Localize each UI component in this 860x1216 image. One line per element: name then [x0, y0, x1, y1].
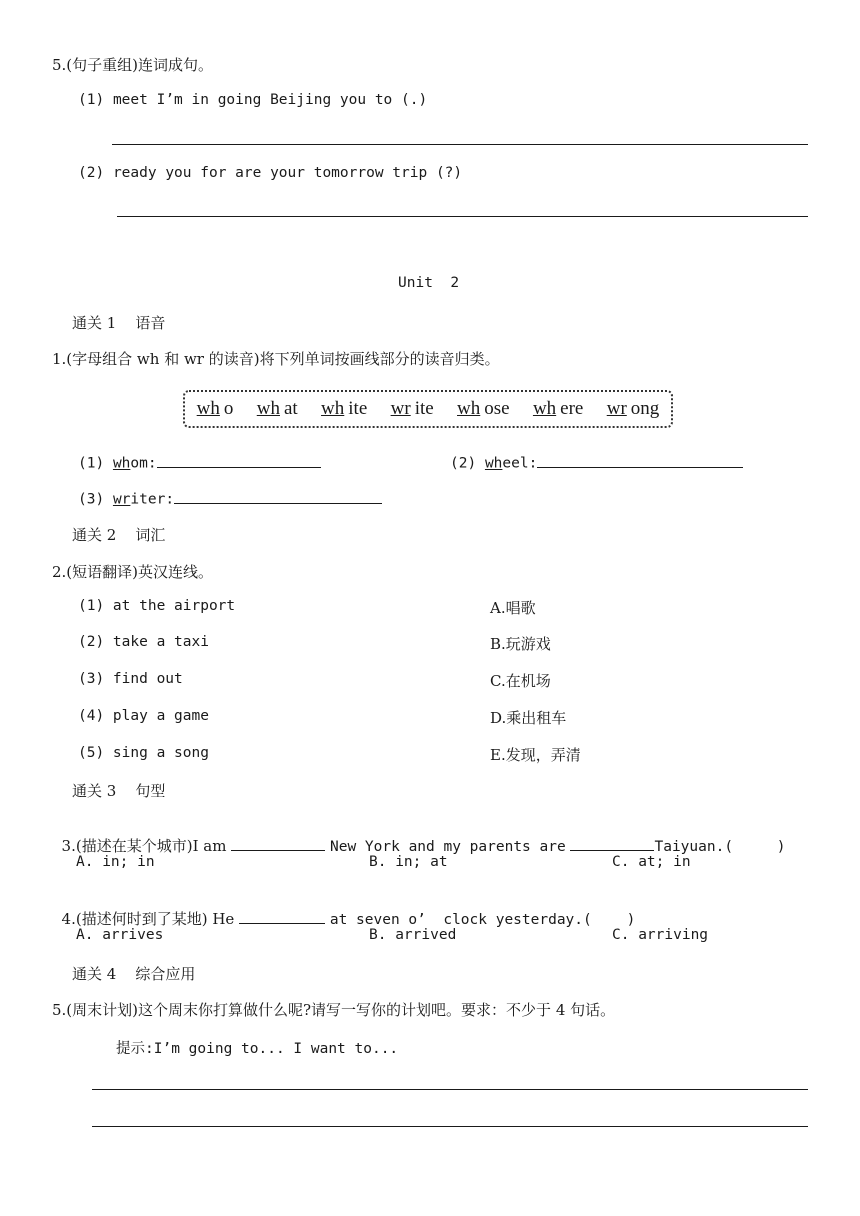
question-1-heading: 1.(字母组合 wh 和 wr 的读音)将下列单词按画线部分的读音归类。	[52, 350, 500, 368]
pass-2-label: 通关 2 词汇	[72, 526, 166, 544]
question-4: 4.(描述何时到了某地) He at seven o’ clock yesterday.( )	[61, 910, 636, 928]
pass-4-label: 通关 4 综合应用	[72, 965, 196, 983]
word-where: wh ere	[532, 398, 584, 419]
option-4c[interactable]: C. arriving	[612, 927, 709, 943]
question-number: (2)	[78, 165, 105, 181]
word-who: wh o	[196, 398, 234, 419]
pass-1-label: 通关 1 语音	[72, 314, 166, 332]
option-3b[interactable]: B. in; at	[369, 854, 448, 870]
word-what: wh at	[256, 398, 298, 419]
word-write: wr ite	[390, 398, 434, 419]
answer-blank[interactable]	[157, 452, 321, 468]
section-5-heading: 5.(句子重组)连词成句。	[52, 56, 214, 74]
option-4a[interactable]: A. arrives	[76, 927, 164, 943]
reorder-question-2	[78, 165, 462, 181]
word-box	[183, 390, 673, 428]
phrase-cn-e[interactable]: E.发现，弄清	[490, 746, 581, 764]
pass-3-label: 通关 3 句型	[72, 782, 166, 800]
answer-blank[interactable]	[239, 908, 325, 924]
answer-blank[interactable]	[537, 452, 743, 468]
classify-item-2: (2) wheel:	[450, 452, 743, 472]
word-whose: wh ose	[457, 398, 510, 419]
option-3c[interactable]: C. at; in	[612, 854, 691, 870]
phrase-en-2[interactable]: (2) take a taxi	[78, 634, 209, 650]
phrase-cn-a[interactable]: A.唱歌	[490, 599, 536, 617]
option-4b[interactable]: B. arrived	[369, 927, 457, 943]
writing-line-1[interactable]	[92, 1089, 808, 1090]
phrase-en-4[interactable]: (4) play a game	[78, 708, 209, 724]
writing-line-2[interactable]	[92, 1126, 808, 1127]
question-2-heading: 2.(短语翻译)英汉连线。	[52, 563, 214, 581]
phrase-en-3[interactable]: (3) find out	[78, 671, 183, 687]
reorder-question-1	[78, 92, 427, 108]
classify-item-1: (1) whom:	[78, 452, 321, 472]
answer-blank[interactable]	[231, 835, 325, 851]
word-white: wh ite	[321, 398, 368, 419]
question-5-heading: 5.(周末计划)这个周末你打算做什么呢?请写一写你的计划吧。要求：不少于 4 句话。	[52, 1001, 616, 1019]
question-text: meet I’m in going Beijing you to (.)	[112, 92, 428, 108]
option-3a[interactable]: A. in; in	[76, 854, 155, 870]
question-number: (1)	[78, 92, 105, 108]
classify-item-3: (3) writer:	[78, 488, 382, 508]
phrase-cn-b[interactable]: B.玩游戏	[490, 635, 551, 653]
answer-line-1[interactable]	[112, 144, 808, 145]
phrase-cn-d[interactable]: D.乘出租车	[490, 709, 567, 727]
answer-blank[interactable]	[570, 835, 654, 851]
unit-title: Unit 2	[398, 275, 460, 291]
phrase-en-5[interactable]: (5) sing a song	[78, 745, 209, 761]
phrase-en-1[interactable]: (1) at the airport	[78, 598, 236, 614]
word-wrong: wr ong	[606, 398, 660, 419]
writing-hint: 提示:I’m going to... I want to...	[116, 1041, 399, 1057]
answer-blank[interactable]	[174, 488, 382, 504]
phrase-cn-c[interactable]: C.在机场	[490, 672, 551, 690]
question-3: 3.(描述在某个城市)I am New York and my parents are Taiyuan.( )	[61, 837, 786, 855]
question-text: ready you for are your tomorrow trip (?)	[112, 165, 463, 181]
answer-line-2[interactable]	[117, 216, 808, 217]
